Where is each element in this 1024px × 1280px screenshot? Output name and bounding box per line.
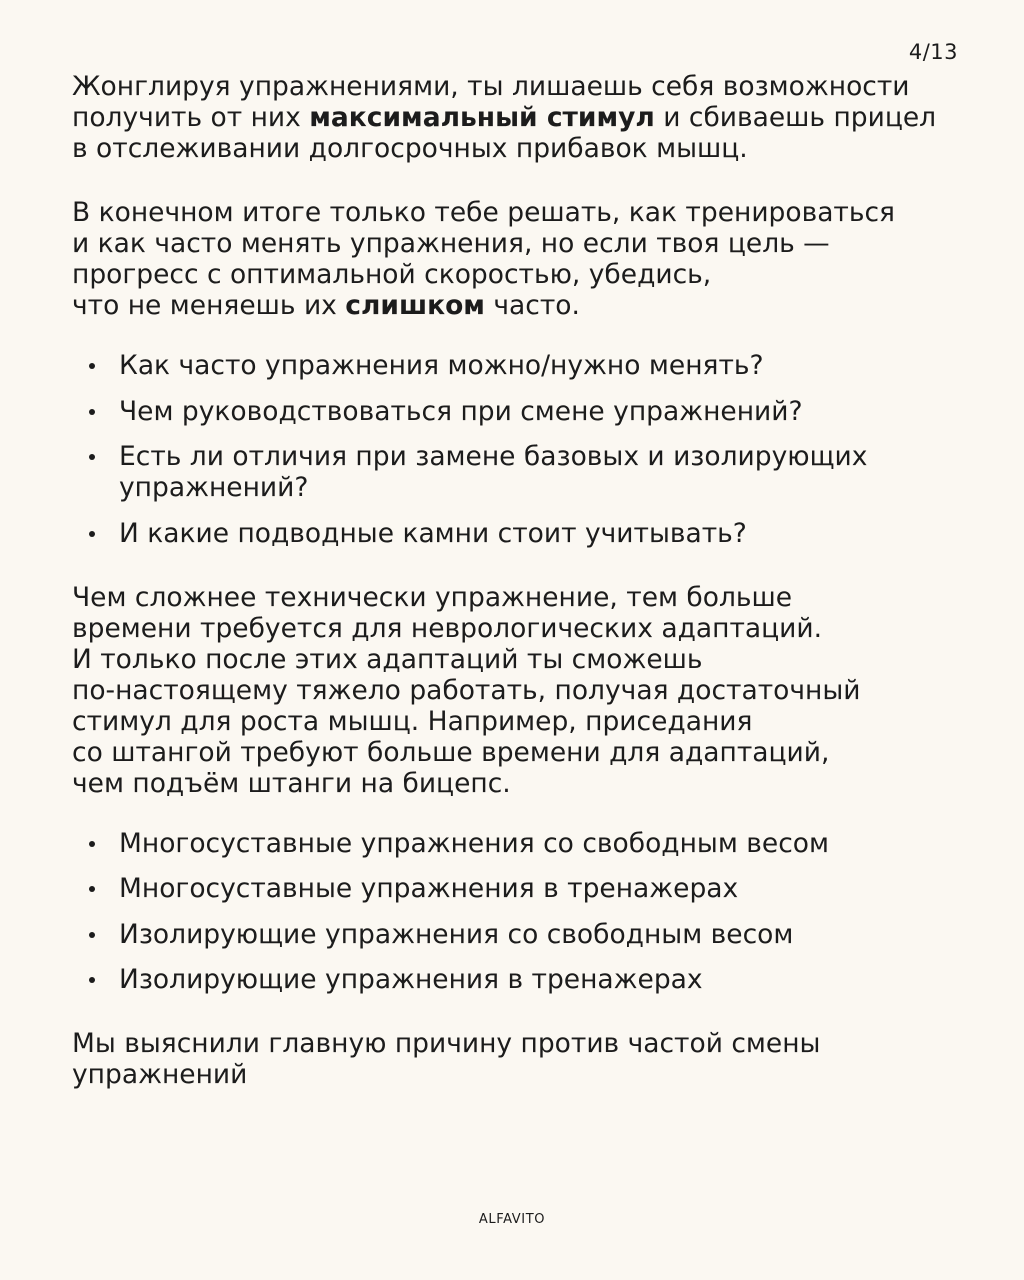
bullet-dot-icon [89,932,95,938]
bullet-dot-icon [89,363,95,369]
bullet-dot-icon [89,977,95,983]
paragraph-conclusion: Мы выяснили главную причину против частой смены упражнений [72,1028,821,1090]
paragraph-intro: Жонглируя упражнениями, ты лишаешь себя возможности получить от них максимальный стимул и сбиваешь прицел в отслеживании долгосрочных прибавок мышц. [72,71,937,164]
list-item: Изолирующие упражнения со свободным весом [72,919,972,950]
paragraph-adaptation: Чем сложнее технически упражнение, тем больше времени требуется для неврологических адаптаций. И только после этих адаптаций ты сможешь по-настоящему тяжело работать, получая достаточный стимул для роста мышц. Например, приседания со штангой требуют больше времени для адаптаций, чем подъём штанги на бицепс. [72,581,861,799]
page-counter: 4/13 [908,40,958,64]
emphasis-max-stimulus: максимальный стимул [309,102,655,133]
questions-list [72,350,972,549]
paragraph-decision: В конечном итоге только тебе решать, как тренироваться и как часто менять упражнения, но если твоя цель — прогресс с оптимальной скоростью, убедись, что не меняешь их слишком часто. [72,197,896,321]
emphasis-too-often: слишком [345,290,485,321]
list-item: Есть ли отличия при замене базовых и изолирующих упражнений? [72,441,972,503]
list-item: И какие подводные камни стоит учитывать? [72,518,972,549]
bullet-dot-icon [89,454,95,460]
exercise-types-list [72,828,972,996]
list-item: Многосуставные упражнения в тренажерах [72,873,972,904]
bullet-dot-icon [89,531,95,537]
list-item: Как часто упражнения можно/нужно менять? [72,350,972,381]
article-body [72,71,972,1090]
bullet-dot-icon [89,841,95,847]
list-item: Многосуставные упражнения со свободным весом [72,828,972,859]
bullet-dot-icon [89,409,95,415]
bullet-dot-icon [89,886,95,892]
list-item: Чем руководствоваться при смене упражнений? [72,396,972,427]
brand-footer: ALFAVITO [478,1212,546,1227]
list-item: Изолирующие упражнения в тренажерах [72,964,972,995]
